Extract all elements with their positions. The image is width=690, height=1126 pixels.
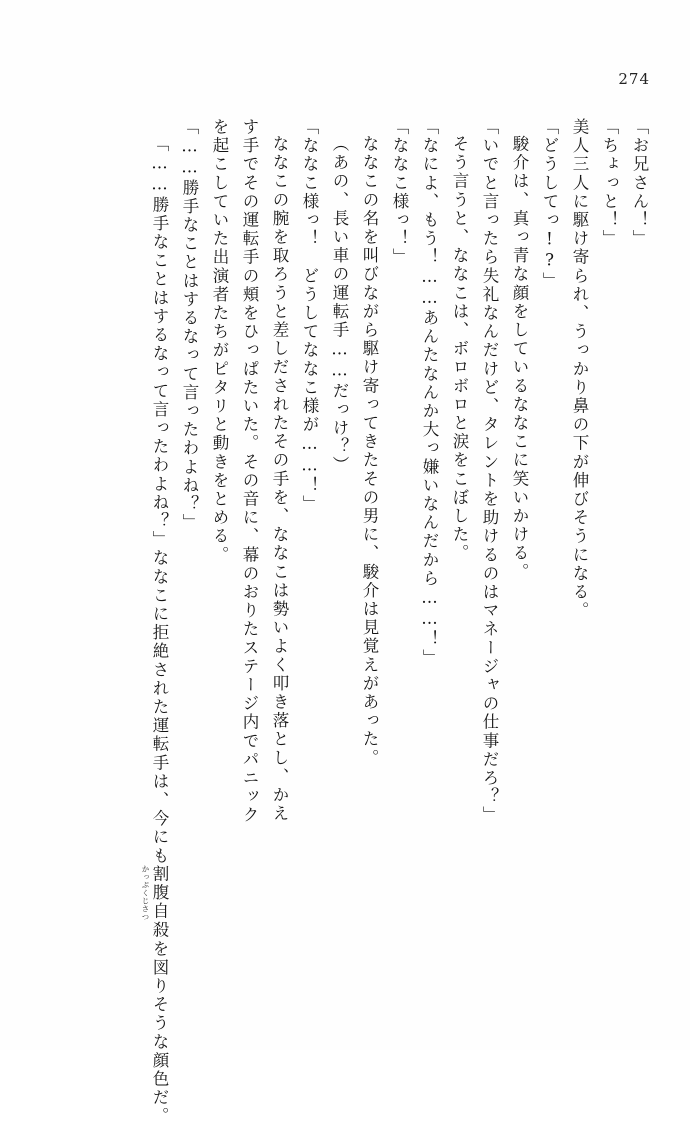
ruby-base-text: 割腹自殺 (150, 865, 169, 940)
ruby-reading: かっぷくじさつ (141, 865, 150, 922)
text-line-with-ruby (141, 118, 174, 1126)
ruby-base (141, 865, 169, 940)
text-line: 「ななこ様っ！ どうしてななこ様が……！」 (300, 118, 319, 514)
vertical-text-body (44, 118, 654, 1126)
text-line: 「なによ、もう！……あんたなんか大っ嫌いなんだから……！」 (420, 118, 439, 668)
text-line: を起こしていた出演者たちがピタリと動きをとめる。 (210, 118, 229, 565)
text-line: 美人三人に駆け寄られ、うっかり鼻の下が伸びそうになる。 (570, 118, 589, 621)
text-line: 「どうしてっ!?」 (540, 118, 559, 291)
text-line: 「お兄さん！」 (630, 118, 649, 249)
text-line: 「……勝手なことはするなって言ったわよね？」 (180, 118, 199, 533)
text-line-segment-before: 「……勝手なことはするなって言ったわよね？」ななこに拒絶された運転手は、今にも (150, 135, 169, 866)
text-line: ななこの名を叫びながら駆け寄ってきたその男に、駿介は見覚えがあった。 (360, 135, 379, 768)
text-line-segment-after: を図りそうな顔色だ。 (150, 939, 169, 1126)
text-line: 「ななこ様っ！」 (390, 118, 409, 267)
text-line: 「いでと言ったら失礼なんだけど、タレントを助けるのはマネージャの仕事だろ？」 (480, 118, 499, 825)
text-line: （あの、長い車の運転手……だっけ？） (330, 135, 349, 475)
text-line: そう言うと、ななこは、ボロボロと涙をこぼした。 (450, 135, 469, 563)
text-line: す手でその運転手の頬をひっぱたいた。その音に、幕のおりたステージ内でパニック (240, 118, 259, 825)
text-line: 「ちょっと！」 (600, 118, 619, 249)
text-line: 駿介は、真っ青な顔をしているななこに笑いかける。 (510, 135, 529, 582)
page-number: 274 (618, 70, 650, 88)
text-line: ななこの腕を取ろうと差しだされたその手を、ななこは勢いよく叩き落とし、かえ (270, 135, 289, 824)
